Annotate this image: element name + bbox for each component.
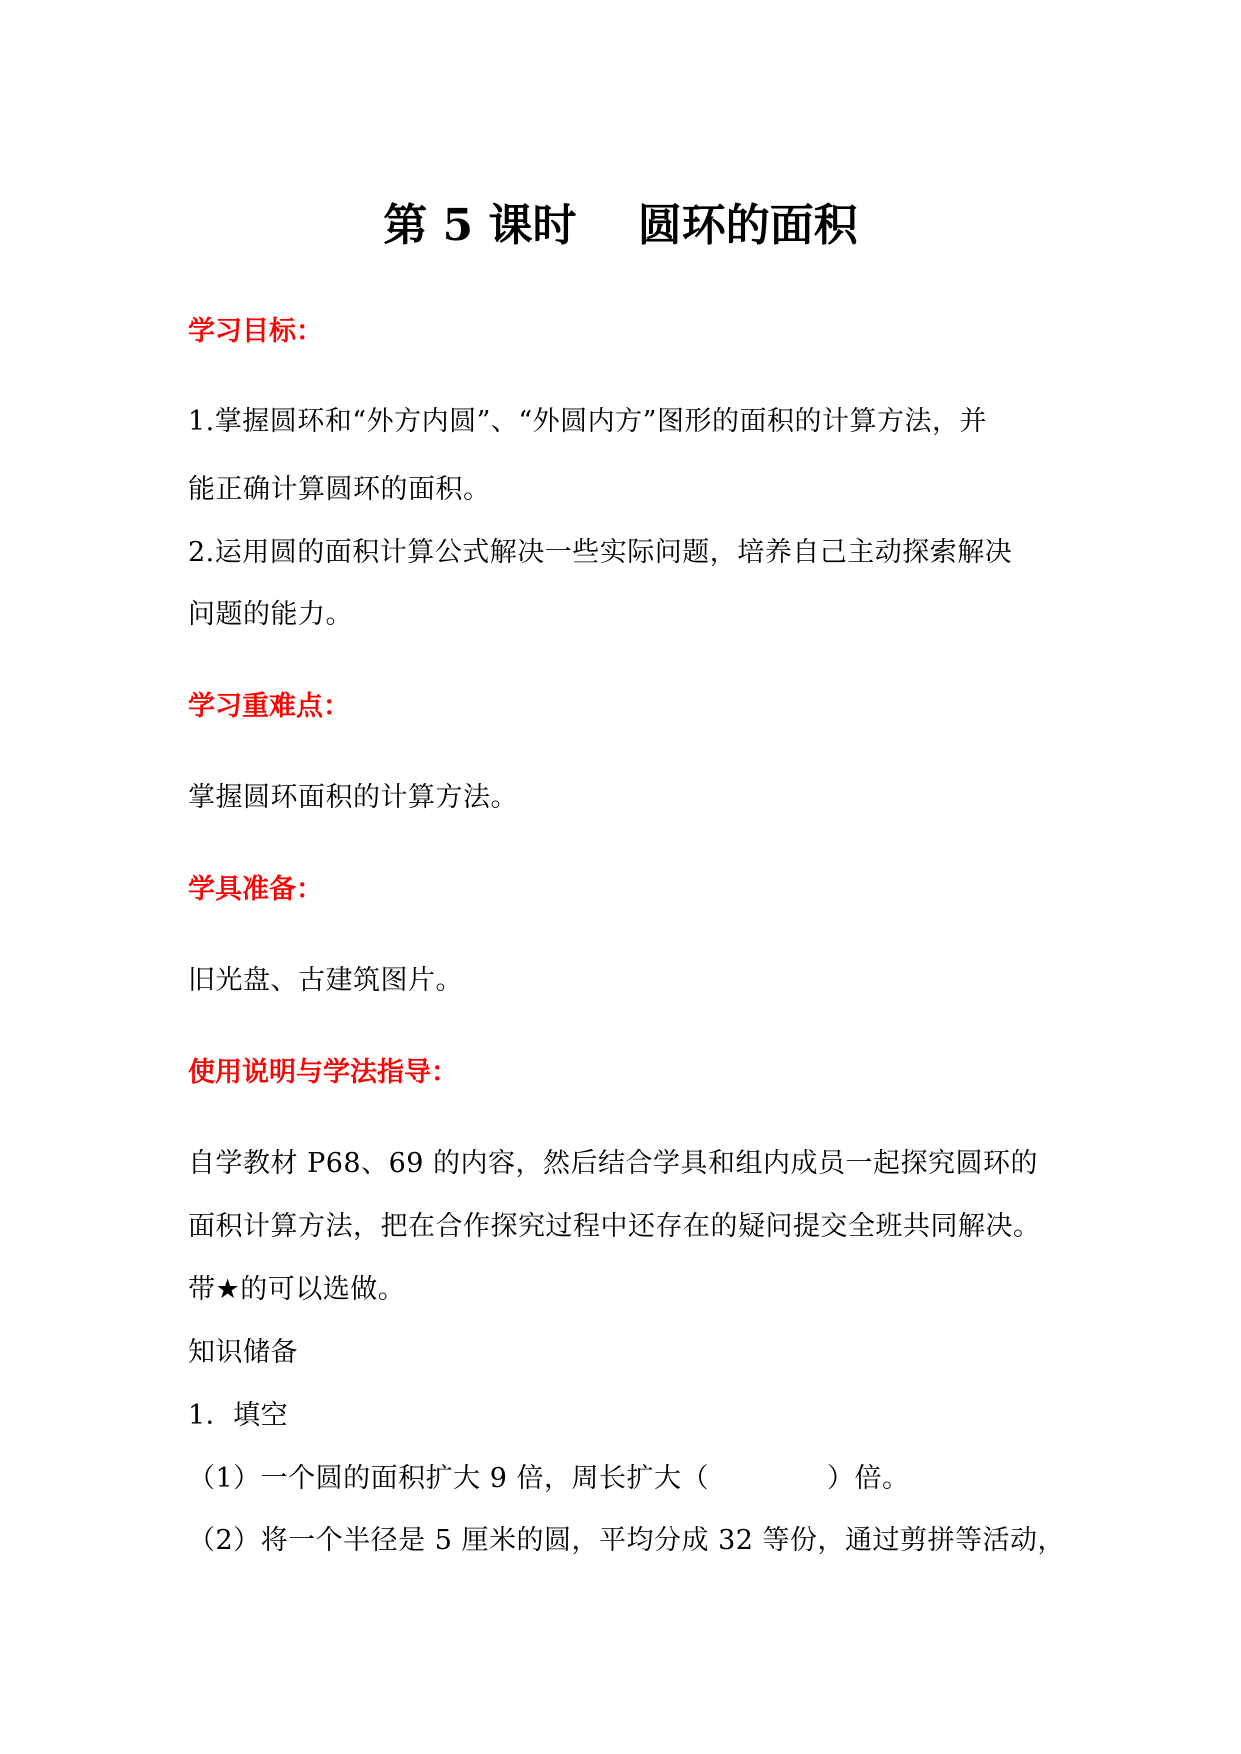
objectives-heading: 学习目标： bbox=[188, 316, 323, 347]
key-points-line-1: 掌握圆环面积的计算方法。 bbox=[188, 782, 518, 813]
guidance-star-suffix: 的可以选做。 bbox=[240, 1274, 406, 1305]
objectives-line-3: 2.运用圆的面积计算公式解决一些实际问题，培养自己主动探索解决 bbox=[188, 537, 1013, 568]
knowledge-item-1: 1．填空 bbox=[188, 1400, 289, 1431]
question-1-suffix: ）倍。 bbox=[827, 1463, 910, 1494]
objectives-line-1: 1.掌握圆环和“外方内圆”、“外圆内方”图形的面积的计算方法，并 bbox=[188, 406, 987, 437]
key-points-heading: 学习重难点： bbox=[188, 691, 350, 722]
guidance-line-1: 自学教材 P68、69 的内容，然后结合学具和组内成员一起探究圆环的 bbox=[188, 1148, 1039, 1179]
objectives-line-2: 能正确计算圆环的面积。 bbox=[188, 474, 491, 505]
objectives-line-4: 问题的能力。 bbox=[188, 599, 353, 630]
guidance-line-2: 面积计算方法，把在合作探究过程中还存在的疑问提交全班共同解决。 bbox=[188, 1211, 1041, 1242]
knowledge-question-2: （2）将一个半径是 5 厘米的圆，平均分成 32 等份，通过剪拼等活动， bbox=[188, 1525, 1066, 1556]
page-title: 第 5 课时 圆环的面积 bbox=[383, 200, 858, 251]
guidance-star-line bbox=[188, 1272, 405, 1308]
knowledge-heading: 知识储备 bbox=[188, 1337, 298, 1368]
materials-heading: 学具准备： bbox=[188, 874, 323, 905]
knowledge-question-1 bbox=[188, 1461, 910, 1497]
guidance-heading: 使用说明与学法指导： bbox=[188, 1057, 458, 1088]
guidance-star-prefix: 带 bbox=[188, 1274, 216, 1305]
question-1-text: （1）一个圆的面积扩大 9 倍，周长扩大（ bbox=[188, 1463, 710, 1494]
star-icon: ★ bbox=[215, 1274, 241, 1305]
materials-line-1: 旧光盘、古建筑图片。 bbox=[188, 965, 463, 996]
